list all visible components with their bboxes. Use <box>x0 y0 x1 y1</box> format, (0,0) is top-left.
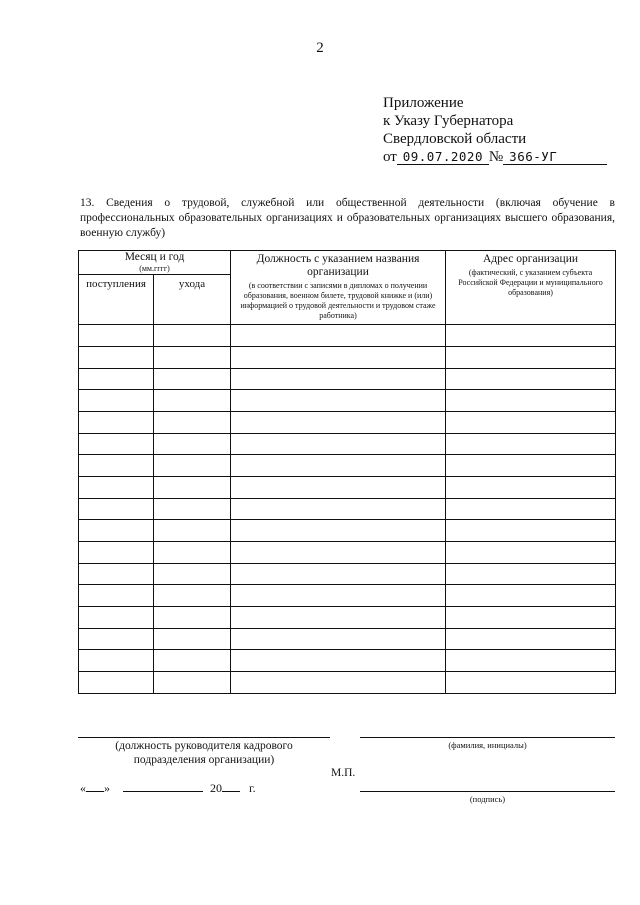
position-cell[interactable] <box>231 672 446 694</box>
end-date-cell[interactable] <box>154 542 231 564</box>
end-date-cell[interactable] <box>154 650 231 672</box>
position-cell[interactable] <box>231 433 446 455</box>
position-cell[interactable] <box>231 368 446 390</box>
close-quote: » <box>104 781 110 795</box>
appendix-block <box>383 94 607 166</box>
address-cell[interactable] <box>446 412 616 434</box>
from-label: от <box>383 149 397 165</box>
table-body <box>79 325 616 694</box>
end-date-cell[interactable] <box>154 563 231 585</box>
day-blank <box>86 779 104 792</box>
appendix-date-number-line <box>383 148 607 166</box>
position-cell[interactable] <box>231 412 446 434</box>
position-caption-line-1: (должность руководителя кадрового <box>115 740 293 752</box>
start-date-cell[interactable] <box>79 368 154 390</box>
address-cell[interactable] <box>446 498 616 520</box>
signature-caption: (подпись) <box>469 794 506 804</box>
start-date-cell[interactable] <box>79 477 154 499</box>
end-date-cell[interactable] <box>154 520 231 542</box>
address-cell[interactable] <box>446 433 616 455</box>
position-cell[interactable] <box>231 390 446 412</box>
start-date-cell[interactable] <box>79 347 154 369</box>
table-row <box>79 672 616 694</box>
end-date-cell[interactable] <box>154 433 231 455</box>
name-caption: (фамилия, инициалы) <box>448 740 527 750</box>
start-date-cell[interactable] <box>79 650 154 672</box>
address-cell[interactable] <box>446 325 616 347</box>
table-row <box>79 520 616 542</box>
table-row <box>79 542 616 564</box>
table-row <box>79 477 616 499</box>
position-cell[interactable] <box>231 325 446 347</box>
appendix-line-1: Приложение <box>383 95 464 111</box>
address-cell[interactable] <box>446 477 616 499</box>
end-date-cell[interactable] <box>154 672 231 694</box>
appendix-line-2: к Указу Губернатора <box>383 113 514 129</box>
position-header <box>231 251 446 325</box>
year-prefix: 20 <box>210 781 222 795</box>
start-date-cell[interactable] <box>79 542 154 564</box>
table-row <box>79 585 616 607</box>
stamp-label: М.П. <box>331 767 356 779</box>
table-header-row <box>79 251 616 275</box>
start-date-cell[interactable] <box>79 628 154 650</box>
position-cell[interactable] <box>231 585 446 607</box>
signature-line <box>360 791 615 792</box>
start-date-cell[interactable] <box>79 325 154 347</box>
position-cell[interactable] <box>231 477 446 499</box>
end-date-cell[interactable] <box>154 412 231 434</box>
address-cell[interactable] <box>446 455 616 477</box>
month-year-header <box>79 251 231 275</box>
decree-number: 366-УГ <box>503 149 607 165</box>
table-row <box>79 347 616 369</box>
table-row <box>79 650 616 672</box>
end-date-cell[interactable] <box>154 628 231 650</box>
table-row <box>79 412 616 434</box>
page-number: 2 <box>316 40 324 56</box>
month-year-title: Месяц и год <box>124 251 185 263</box>
address-cell[interactable] <box>446 368 616 390</box>
end-date-cell[interactable] <box>154 607 231 629</box>
position-caption <box>78 739 330 767</box>
table-row <box>79 455 616 477</box>
start-date-cell[interactable] <box>79 390 154 412</box>
table-row <box>79 433 616 455</box>
end-date-cell[interactable] <box>154 455 231 477</box>
section-heading: 13. Сведения о трудовой, служебной или общественной деятельности (включая обучение в профессиональных образовательных организациях и образовательных организациях высшего образования, военную службу) <box>80 197 615 239</box>
address-title: Адрес организации <box>482 253 578 265</box>
position-signature-line <box>78 737 330 738</box>
table-row <box>79 368 616 390</box>
start-date-cell[interactable] <box>79 672 154 694</box>
table-row <box>79 390 616 412</box>
address-cell[interactable] <box>446 542 616 564</box>
month-year-format: (мм.гггг) <box>139 264 170 273</box>
year-suffix: г. <box>249 781 256 795</box>
table-row <box>79 563 616 585</box>
start-date-cell[interactable] <box>79 498 154 520</box>
start-date-cell[interactable] <box>79 585 154 607</box>
position-cell[interactable] <box>231 542 446 564</box>
open-quote: « <box>80 781 86 795</box>
start-date-cell[interactable] <box>79 607 154 629</box>
end-date-cell[interactable] <box>154 368 231 390</box>
address-header <box>446 251 616 325</box>
start-date-cell[interactable] <box>79 433 154 455</box>
number-label: № <box>488 149 504 165</box>
position-cell[interactable] <box>231 347 446 369</box>
start-date-header <box>79 275 154 325</box>
end-date-cell[interactable] <box>154 347 231 369</box>
address-cell[interactable] <box>446 650 616 672</box>
address-cell[interactable] <box>446 585 616 607</box>
start-date-cell[interactable] <box>79 455 154 477</box>
appendix-line-3: Свердловской области <box>383 131 527 147</box>
address-cell[interactable] <box>446 347 616 369</box>
position-title: Должность с указанием названия организации <box>256 253 420 278</box>
month-blank <box>123 779 203 792</box>
decree-date: 09.07.2020 <box>397 149 489 165</box>
start-date-cell[interactable] <box>79 412 154 434</box>
start-date-label: поступления <box>86 278 146 291</box>
end-date-label: ухода <box>178 278 206 291</box>
address-note: (фактический, с указанием субъекта Российской Федерации и муниципального образования) <box>458 268 603 297</box>
address-cell[interactable] <box>446 607 616 629</box>
position-cell[interactable] <box>231 520 446 542</box>
address-cell[interactable] <box>446 520 616 542</box>
address-cell[interactable] <box>446 563 616 585</box>
year-blank <box>222 779 240 792</box>
table-row <box>79 498 616 520</box>
position-caption-line-2: подразделения организации) <box>133 754 275 766</box>
end-date-cell[interactable] <box>154 390 231 412</box>
position-cell[interactable] <box>231 455 446 477</box>
position-cell[interactable] <box>231 607 446 629</box>
position-cell[interactable] <box>231 563 446 585</box>
employment-history-table <box>78 250 616 694</box>
end-date-header <box>154 275 231 325</box>
table-row <box>79 607 616 629</box>
date-fill-line <box>80 779 256 796</box>
position-cell[interactable] <box>231 650 446 672</box>
end-date-cell[interactable] <box>154 477 231 499</box>
end-date-cell[interactable] <box>154 325 231 347</box>
position-note: (в соответствии с записями в дипломах о получении образования, военном билете, трудовой книжке и (или) информацией о трудовой деятельности и трудовом стаже работника) <box>240 281 436 320</box>
end-date-cell[interactable] <box>154 498 231 520</box>
address-cell[interactable] <box>446 390 616 412</box>
start-date-cell[interactable] <box>79 563 154 585</box>
table-row <box>79 325 616 347</box>
address-cell[interactable] <box>446 672 616 694</box>
table-row <box>79 628 616 650</box>
start-date-cell[interactable] <box>79 520 154 542</box>
position-cell[interactable] <box>231 628 446 650</box>
name-line <box>360 737 615 738</box>
address-cell[interactable] <box>446 628 616 650</box>
end-date-cell[interactable] <box>154 585 231 607</box>
position-cell[interactable] <box>231 498 446 520</box>
